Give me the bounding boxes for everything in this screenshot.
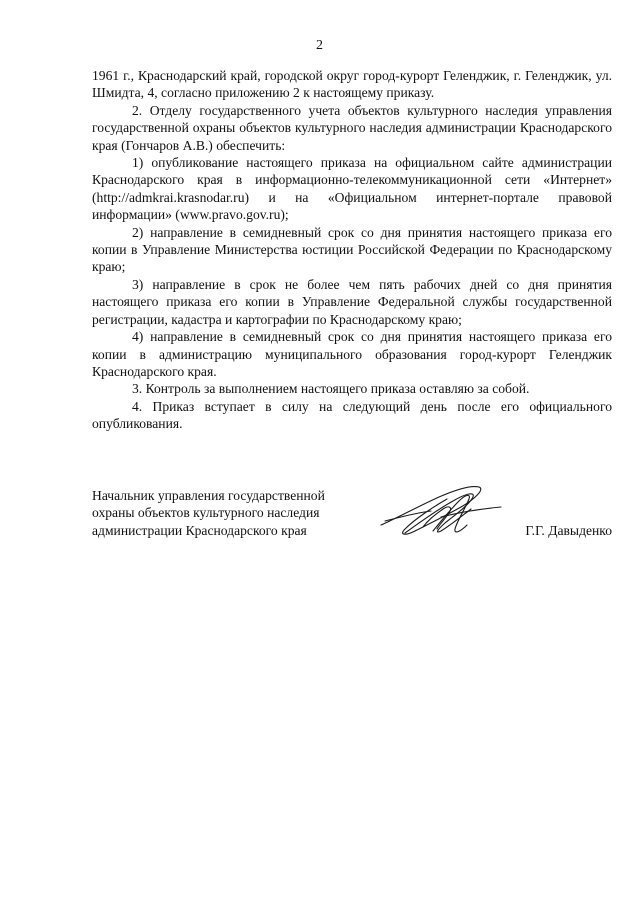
document-body	[92, 67, 612, 433]
paragraph-item-4: 4. Приказ вступает в силу на следующий день после его официального опубликования.	[92, 398, 612, 432]
signature-block	[92, 487, 612, 557]
paragraph-item-2: 2. Отделу государственного учета объектов культурного наследия управления государственной охраны объектов культурного наследия администрации Краснодарского края (Гончаров А.В.) обеспечить:	[92, 102, 612, 153]
signatory-title-line: администрации Краснодарского края	[92, 522, 307, 538]
page-number: 2	[316, 38, 323, 53]
paragraph-item-3: 3. Контроль за выполнением настоящего приказа оставляю за собой.	[132, 381, 530, 397]
signatory-title-line: охраны объектов культурного наследия	[92, 505, 320, 521]
handwritten-signature	[375, 481, 505, 543]
paragraph-subitem-3: 3) направление в срок не более чем пять рабочих дней со дня принятия настоящего приказа его копии в Управление Федеральной службы государственной регистрации, кадастра и картографии по Краснодарскому краю;	[92, 276, 612, 327]
paragraph-subitem-1: 1) опубликование настоящего приказа на официальном сайте администрации Краснодарского края в информационно-телекоммуникационной сети «Интернет» (http://admkrai.krasnodar.ru) и на «Официальном интернет-портале правовой информации» (www.pravo.gov.ru);	[92, 155, 612, 223]
paragraph-subitem-2: 2) направление в семидневный срок со дня принятия настоящего приказа его копии в Управление Министерства юстиции Российской Федерации по Краснодарскому краю;	[92, 224, 612, 275]
signatory-title-line: Начальник управления государственной	[92, 488, 325, 503]
paragraph-subitem-4: 4) направление в семидневный срок со дня принятия настоящего приказа его копии в администрацию муниципального образования город-курорт Геленджик Краснодарского края.	[92, 329, 612, 379]
signatory-name: Г.Г. Давыденко	[525, 523, 612, 538]
signatory-title	[92, 487, 372, 539]
paragraph-continuation: 1961 г., Краснодарский край, городской округ город-курорт Геленджик, г. Геленджик, ул. Шмидта, 4, согласно приложению 2 к настоящему приказу.	[92, 68, 612, 101]
